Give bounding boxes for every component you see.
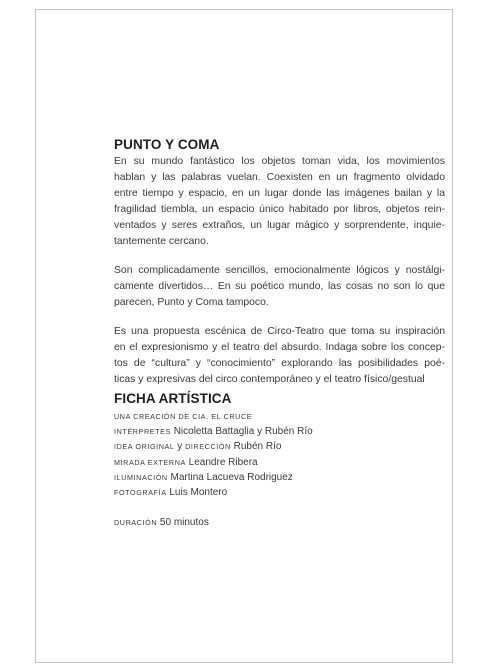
text-line: en el expresionismo y el teatro del absurdo. Indaga sobre los concep- — [114, 342, 445, 353]
credit-role: UNA CREACIÓN DE CIA. EL CRUCE — [114, 412, 253, 421]
text-line: ticas y expresivas del circo contemporáneo y el teatro físico/gestual — [114, 374, 425, 385]
credit-role: DURACIÓN — [114, 518, 158, 528]
ficha-title: FICHA ARTÍSTICA — [114, 391, 232, 406]
credit-role: MIRADA EXTERNA — [114, 457, 186, 467]
credits-list — [114, 409, 445, 530]
text-line: entre tiempo y espacio, en un lugar donde las imágenes bailan y la — [114, 188, 445, 199]
credit-lighting — [114, 470, 445, 485]
document-body — [114, 137, 445, 530]
text-line: Es una propuesta escénica de Circo-Teatro que toma su inspiración — [114, 326, 445, 337]
text-line: Son complicadamente sencillos, emocionalmente lógicos y nostálgi- — [114, 265, 445, 276]
show-title: PUNTO Y COMA — [114, 137, 220, 152]
credit-idea-direction — [114, 439, 445, 454]
credit-value: Martina Lacueva Rodriguez — [167, 471, 293, 483]
credit-value: Rubén Río — [230, 441, 282, 453]
text-line: parecen, Punto y Coma tampoco. — [114, 297, 269, 308]
credit-duration — [114, 515, 445, 530]
credit-value: Nicoletta Battaglia y Rubén Río — [170, 426, 313, 438]
credit-role: ILUMINACIÓN — [114, 472, 168, 482]
credit-value: 50 minutos — [157, 517, 209, 529]
credit-value: Luis Montero — [166, 487, 228, 499]
credit-creation — [114, 409, 445, 424]
credit-external-eye — [114, 455, 445, 470]
paragraph-3 — [114, 324, 445, 388]
text-line: tantemente cercano. — [114, 236, 209, 247]
text-line: fragilidad tiembla, un espacio único habitado por libros, objetos rein- — [114, 204, 445, 215]
credit-role: INTÉRPRETES — [114, 427, 171, 437]
credit-role: FOTOGRAFÍA — [114, 488, 167, 498]
paragraph-2 — [114, 263, 445, 311]
credit-connector: y — [174, 441, 186, 453]
paragraph-1 — [114, 154, 445, 250]
credit-role: IDEA ORIGINAL — [114, 442, 175, 452]
credit-role-2: DIRECCIÓN — [185, 442, 231, 452]
text-line: camente divertidos… En su poético mundo, las cosas no son lo que — [114, 281, 445, 292]
credit-value: Leandre Ribera — [185, 456, 258, 468]
credit-photography — [114, 485, 445, 500]
text-line: ventados y seres extraños, un lugar mágico y sorprendente, inquie- — [114, 220, 445, 231]
credit-performers — [114, 424, 445, 439]
text-line: tos de “cultura” y “conocimiento” explorando las posibilidades poé- — [114, 358, 445, 369]
text-line: En su mundo fantástico los objetos toman vida, los movimientos — [114, 156, 445, 167]
text-line: hablan y las palabras vuelan. Coexisten en un fragmento olvidado — [114, 172, 445, 183]
